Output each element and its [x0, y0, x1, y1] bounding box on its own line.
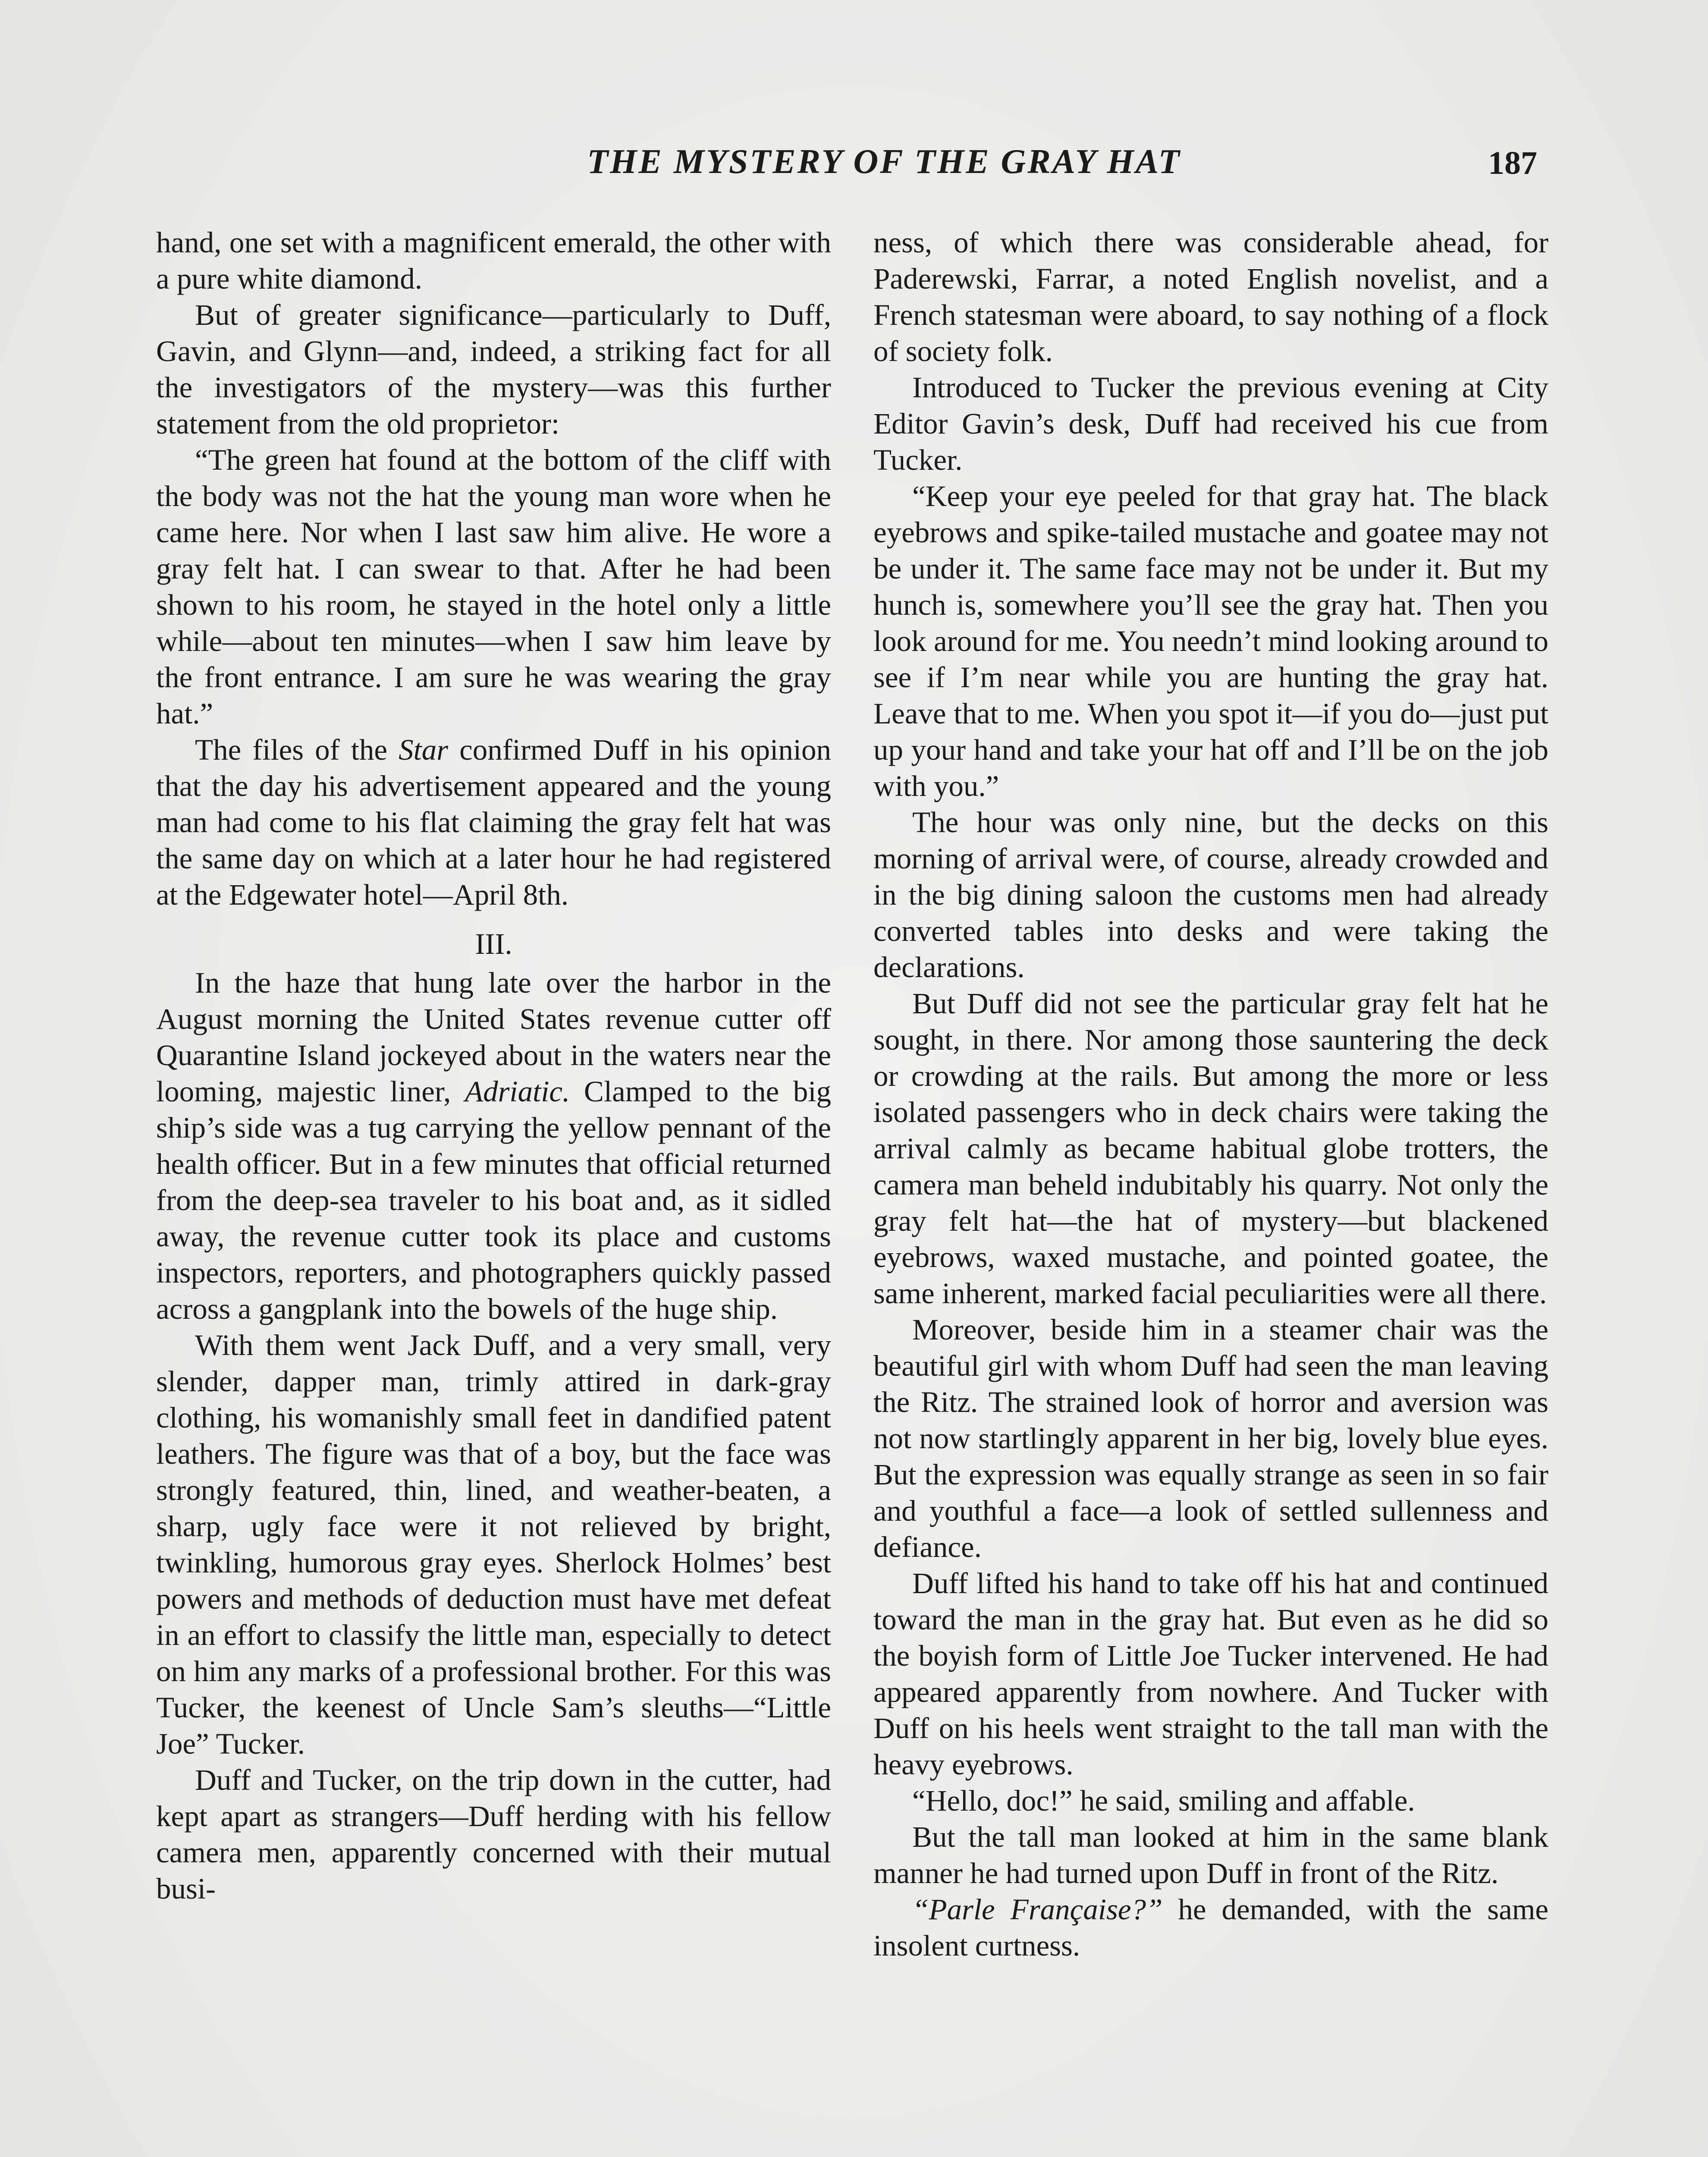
- section-heading: III.: [475, 928, 512, 960]
- paragraph: ness, of which there was considerable ahead, for Paderewski, Farrar, a noted English novelist, and a French statesman were aboard, to say nothing of a flock of society folk.: [873, 226, 1548, 368]
- right-column: [873, 224, 1548, 1964]
- paragraph: With them went Jack Duff, and a very small, very slender, dapper man, trimly attired in dark-gray clothing, his womanishly small feet in dandified patent leathers. The figure was that of a boy, but the face was strongly featured, thin, lined, and weather-beaten, a sharp, ugly face were it not relieved by bright, twinkling, humorous gray eyes. Sherlock Holmes’ best powers and methods of deduction must have met defeat in an effort to classify the little man, especially to detect on him any marks of a professional brother. For this was Tucker, the keenest of Uncle Sam’s sleuths—“Little Joe” Tucker.: [156, 1329, 831, 1760]
- paragraph: The hour was only nine, but the decks on this morning of arrival were, of course, already crowded and in the big dining saloon the customs men had already converted tables into desks and were taking the declarations.: [873, 806, 1548, 984]
- paragraph: [156, 732, 831, 913]
- paragraph: [873, 1891, 1548, 1964]
- paragraph: Duff lifted his hand to take off his hat and continued toward the man in the gray hat. But even as he did so the boyish form of Little Joe Tucker intervened. He had appeared apparently from nowhere. And Tucker with Duff on his heels went straight to the tall man with the heavy eyebrows.: [873, 1567, 1548, 1781]
- left-column: [156, 224, 831, 1907]
- paragraph: “Hello, doc!” he said, smiling and affable.: [912, 1784, 1415, 1817]
- text-run: confirmed Duff in his opinion that the day his advertisement appeared and the young man had come to his flat claiming the gray felt hat was the same day on which at a later hour he had registered at the Edgewater hotel—April 8th.: [156, 733, 832, 911]
- paragraph: [156, 965, 831, 1327]
- paragraph: “The green hat found at the bottom of the cliff with the body was not the hat the young man wore when he came here. Nor when I last saw him alive. He wore a gray felt hat. I can swear to that. After he had been shown to his room, he stayed in the hotel only a little while—about ten minutes—when I saw him leave by the front entrance. I am sure he was wearing the gray hat.”: [156, 443, 831, 730]
- paragraph: Duff and Tucker, on the trip down in the cutter, had kept apart as strangers—Duff herding with his fellow camera men, apparently concerned with their mutual busi-: [156, 1764, 831, 1905]
- italic-newspaper-name: Star: [399, 733, 449, 766]
- page-number: 187: [1488, 145, 1537, 181]
- paragraph: Introduced to Tucker the previous evening at City Editor Gavin’s desk, Duff had received his cue from Tucker.: [873, 371, 1548, 476]
- paragraph: “Keep your eye peeled for that gray hat. The black eyebrows and spike-tailed mustache and goatee may not be under it. The same face may not be under it. But my hunch is, somewhere you’ll see the gray hat. Then you look around for me. You needn’t mind looking around to see if I’m near while you are hunting the gray hat. Leave that to me. When you spot it—if you do—just put up your hand and take your hat off and I’ll be on the job with you.”: [873, 480, 1548, 802]
- text-run: The files of the: [195, 733, 399, 766]
- paragraph: But Duff did not see the particular gray felt hat he sought, in there. Nor among those sauntering the deck or crowding at the rails. But among the more or less isolated passengers who in deck chairs were taking the arrival calmly as became habitual globe trotters, the camera man beheld indubitably his quarry. Not only the gray felt hat—the hat of mystery—but blackened eyebrows, waxed mustache, and pointed goatee, the same inherent, marked facial peculiarities were all there.: [873, 987, 1548, 1310]
- text-run: In the haze that hung late over the harbor in the August morning the United States revenue cutter off Quarantine Island jockeyed about in the waters near the looming, majestic liner,: [156, 966, 831, 1108]
- paragraph: Moreover, beside him in a steamer chair was the beautiful girl with whom Duff had seen the man leaving the Ritz. The strained look of horror and aversion was not now startlingly apparent in her big, lovely blue eyes. But the expression was equally strange as seen in so fair and youthful a face—a look of settled sullenness and defiance.: [873, 1313, 1548, 1563]
- paragraph: But of greater significance—particularly to Duff, Gavin, and Glynn—and, indeed, a striking fact for all the investigators of the mystery—was this further statement from the old proprietor:: [156, 299, 831, 440]
- text-run: Clamped to the big ship’s side was a tug carrying the yellow pennant of the health officer. But in a few minutes that official returned from the deep-sea traveler to his boat and, as it sidled away, the revenue cutter took its place and customs inspectors, reporters, and photographers quickly passed across a gangplank into the bowels of the huge ship.: [156, 1075, 831, 1325]
- paragraph: But the tall man looked at him in the same blank manner he had turned upon Duff in front of the Ritz.: [873, 1821, 1548, 1890]
- italic-french-phrase: “Parle Française?”: [912, 1893, 1163, 1926]
- text-run: he demanded, with the same insolent curtness.: [873, 1893, 1548, 1962]
- italic-ship-name: Adriatic.: [465, 1075, 570, 1108]
- running-head-title: THE MYSTERY OF THE GRAY HAT: [587, 143, 1181, 181]
- paragraph: hand, one set with a magnificent emerald, the other with a pure white diamond.: [156, 226, 831, 295]
